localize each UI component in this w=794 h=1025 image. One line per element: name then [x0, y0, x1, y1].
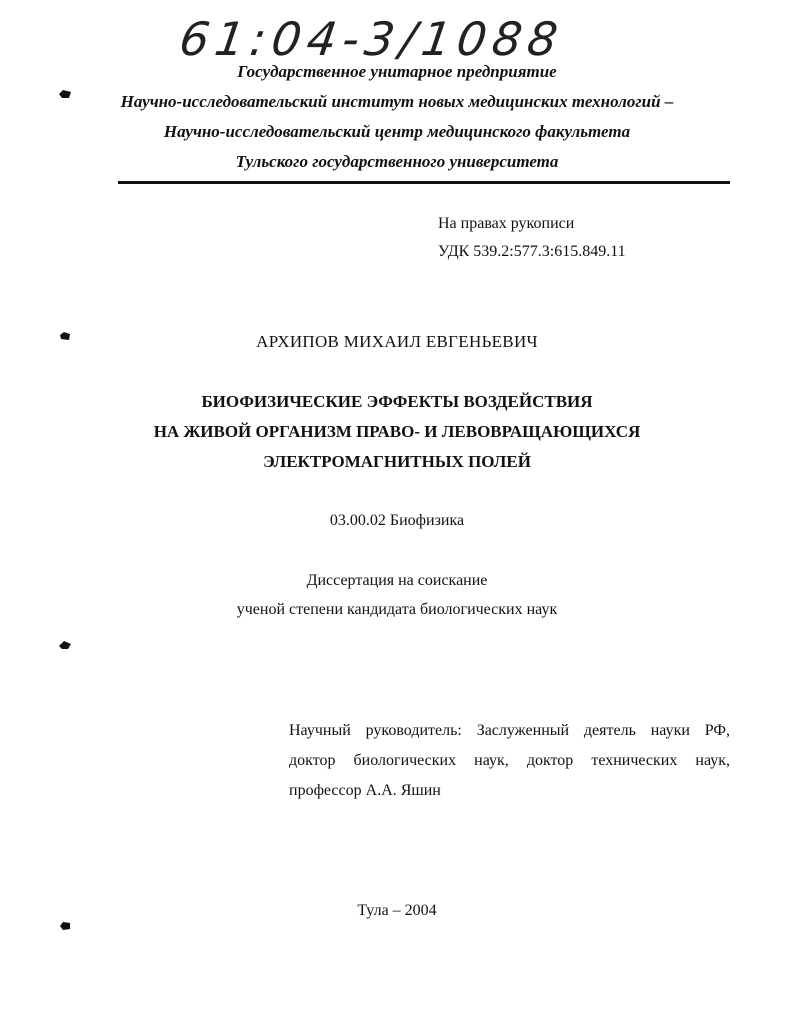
place-and-year: Тула – 2004: [357, 902, 437, 919]
title-line-2: НА ЖИВОЙ ОРГАНИЗМ ПРАВО- И ЛЕВОВРАЩАЮЩИХСЯ: [153, 422, 641, 441]
specialty: 03.00.02 Биофизика: [329, 512, 465, 529]
manuscript-rights: На правах рукописи: [438, 215, 575, 232]
handwritten-archive-number: 61:04-3/1088: [176, 12, 567, 66]
binding-hole-mark: [58, 331, 72, 341]
title-line-1: БИОФИЗИЧЕСКИЕ ЭФФЕКТЫ ВОЗДЕЙСТВИЯ: [201, 392, 593, 411]
advisor-line-3: профессор А.А. Яшин: [289, 782, 441, 799]
degree-line-1: Диссертация на соискание: [306, 572, 488, 589]
header-rule: [118, 181, 730, 184]
binding-hole-mark: [58, 921, 72, 931]
organization-line-2: Научно-исследовательский институт новых медицинских технологий –: [120, 92, 674, 111]
binding-hole-mark: [58, 640, 72, 650]
organization-line-1: Государственное унитарное предприятие: [237, 62, 557, 81]
title-line-3: ЭЛЕКТРОМАГНИТНЫХ ПОЛЕЙ: [263, 452, 531, 471]
advisor-line-2: доктор биологических наук, доктор технических наук,: [289, 752, 730, 769]
udk-code: УДК 539.2:577.3:615.849.11: [438, 243, 626, 260]
advisor-line-1: Научный руководитель: Заслуженный деятель науки РФ,: [289, 722, 730, 739]
organization-line-4: Тульского государственного университета: [235, 152, 559, 171]
organization-line-3: Научно-исследовательский центр медицинского факультета: [163, 122, 631, 141]
degree-line-2: ученой степени кандидата биологических наук: [236, 601, 558, 618]
binding-hole-mark: [58, 89, 72, 99]
advisor-block: [289, 722, 730, 812]
author-name: АРХИПОВ МИХАИЛ ЕВГЕНЬЕВИЧ: [256, 332, 538, 351]
